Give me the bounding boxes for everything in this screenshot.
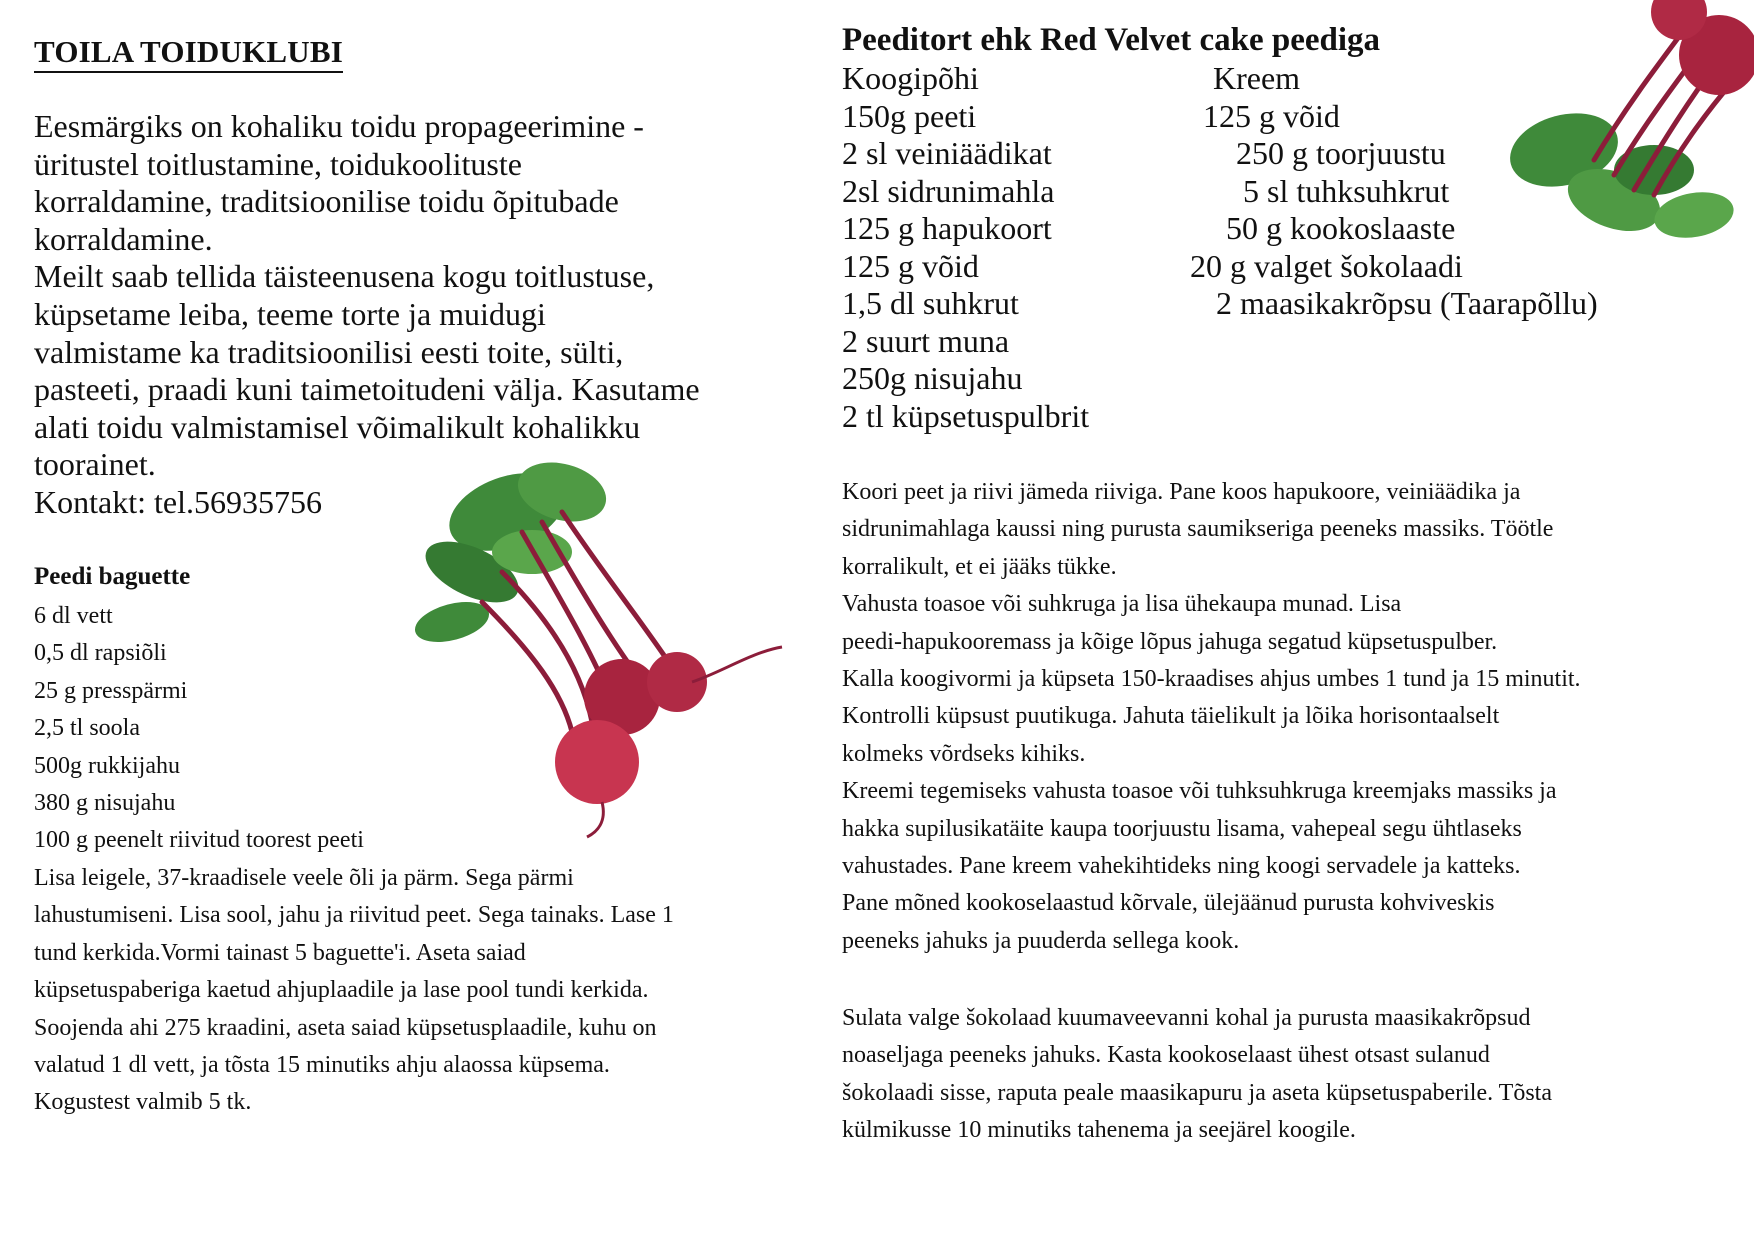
method-line: Kontrolli küpsust puutikuga. Jahuta täielikult ja lõika horisontaalselt bbox=[842, 703, 1500, 730]
beet-taproot bbox=[692, 647, 782, 682]
ingredient-item: 2 maasikakrõpsu (Taarapõllu) bbox=[1216, 285, 1598, 321]
ingredient-item: 125 g hapukoort bbox=[842, 210, 1052, 246]
method-line: Pane mõned kookoselaastud kõrvale, ülejäänud purusta kohviveskis bbox=[842, 890, 1495, 917]
beet-illustration-right bbox=[1504, 0, 1754, 250]
ingredient-item: 125 g võid bbox=[1203, 97, 1340, 134]
intro-line: korraldamine. bbox=[34, 220, 213, 257]
method-line: vahustades. Pane kreem vahekihtideks ning koogi servadele ja katteks. bbox=[842, 852, 1521, 879]
ingredient-item: 125 g võid bbox=[842, 247, 979, 284]
ingredient-item: 250 g toorjuustu bbox=[1236, 135, 1446, 171]
beet-root bbox=[555, 720, 639, 804]
chocolate-method bbox=[842, 1000, 1552, 1150]
beet-illustration-left bbox=[412, 452, 792, 842]
instruction-line: valatud 1 dl vett, ja tõsta 15 minutiks ahju alaossa küpsema. bbox=[34, 1051, 610, 1078]
instruction-line: Kogustest valmib 5 tk. bbox=[34, 1089, 252, 1116]
ingredient-item: 25 g presspärmi bbox=[34, 677, 188, 704]
method-line: hakka supilusikatäite kaupa toorjuustu lisama, vahepeal segu ühtlaseks bbox=[842, 815, 1522, 842]
method-line: korralikult, et ei jääks tükke. bbox=[842, 553, 1117, 580]
method-line: peedi-hapukooremass ja kõige lõpus jahuga segatud küpsetuspulber. bbox=[842, 628, 1498, 655]
beet-taproot bbox=[587, 802, 603, 837]
contact-line: Kontakt: tel.56935756 bbox=[34, 483, 322, 520]
method-line: peeneks jahuks ja puuderda sellega kook. bbox=[842, 927, 1240, 954]
baguette-ingredients bbox=[34, 598, 364, 860]
ingredient-item: 150g peeti bbox=[842, 97, 977, 134]
club-title: TOILA TOIDUKLUBI bbox=[34, 34, 343, 73]
base-heading: Koogipõhi bbox=[842, 60, 979, 96]
ingredient-item: 250g nisujahu bbox=[842, 360, 1023, 396]
intro-line: üritustel toitlustamine, toidukoolituste bbox=[34, 145, 522, 182]
method-line: sidrunimahlaga kaussi ning purusta saumikseriga peeneks massiks. Töötle bbox=[842, 516, 1554, 543]
ingredient-item: 2,5 tl soola bbox=[34, 715, 140, 742]
beet-leaves bbox=[412, 453, 613, 649]
ingredient-item: 2 tl küpsetuspulbrit bbox=[842, 397, 1090, 434]
method-line: Koori peet ja riivi jämeda riiviga. Pane koos hapukoore, veiniäädika ja bbox=[842, 479, 1521, 505]
intro-line: alati toidu valmistamisel võimalikult kohalikku bbox=[34, 408, 641, 445]
ingredient-item: 2sl sidrunimahla bbox=[842, 172, 1055, 209]
ingredient-item: 2 suurt muna bbox=[842, 322, 1010, 359]
method-line: Kalla koogivormi ja küpseta 150-kraadises ahjus umbes 1 tund ja 15 minutit. bbox=[842, 665, 1581, 692]
method-line: külmikusse 10 minutiks tahenema ja seejärel koogile. bbox=[842, 1117, 1356, 1144]
intro-line: pasteeti, praadi kuni taimetoitudeni välja. Kasutame bbox=[34, 371, 700, 408]
instruction-line: Soojenda ahi 275 kraadini, aseta saiad küpsetusplaadile, kuhu on bbox=[34, 1014, 657, 1041]
method-line: kolmeks võrdseks kihiks. bbox=[842, 740, 1086, 767]
baguette-instructions bbox=[34, 860, 674, 1122]
instruction-line: Lisa leigele, 37-kraadisele veele õli ja pärm. Sega pärmi bbox=[34, 865, 574, 891]
cream-heading: Kreem bbox=[1213, 60, 1301, 96]
intro-line: Meilt saab tellida täisteenusena kogu toitlustuse, bbox=[34, 258, 655, 295]
ingredient-item: 380 g nisujahu bbox=[34, 789, 176, 816]
beet-root bbox=[647, 652, 707, 712]
method-line: Kreemi tegemiseks vahusta toasoe või tuhksuhkruga kreemjaks massiks ja bbox=[842, 778, 1557, 805]
cake-method bbox=[842, 474, 1581, 960]
method-line: noaseljaga peeneks jahuks. Kasta kookoselaast ühest otsast sulanud bbox=[842, 1042, 1490, 1069]
intro-line: Eesmärgiks on kohaliku toidu propageerimine - bbox=[34, 108, 644, 144]
instruction-line: küpsetuspaberiga kaetud ahjuplaadile ja lase pool tundi kerkida. bbox=[34, 977, 649, 1004]
instruction-line: tund kerkida.Vormi tainast 5 baguette'i. Aseta saiad bbox=[34, 939, 526, 966]
ingredient-item: 6 dl vett bbox=[34, 603, 113, 629]
ingredient-item: 100 g peenelt riivitud toorest peeti bbox=[34, 827, 364, 854]
cake-title: Peeditort ehk Red Velvet cake peediga bbox=[842, 22, 1381, 58]
baguette-title: Peedi baguette bbox=[34, 563, 191, 590]
ingredient-item: 50 g kookoslaaste bbox=[1226, 210, 1456, 246]
ingredient-item: 2 sl veiniäädikat bbox=[842, 135, 1052, 171]
method-line: Sulata valge šokolaad kuumaveevanni kohal ja purusta maasikakrõpsud bbox=[842, 1005, 1531, 1031]
intro-line: küpsetame leiba, teeme torte ja muidugi bbox=[34, 295, 546, 332]
cake-base-ingredients bbox=[842, 60, 1089, 435]
intro-line: toorainet. bbox=[34, 446, 156, 483]
intro-line: korraldamine, traditsioonilise toidu õpitubade bbox=[34, 183, 619, 220]
ingredient-item: 5 sl tuhksuhkrut bbox=[1243, 172, 1450, 209]
ingredient-item: 1,5 dl suhkrut bbox=[842, 285, 1019, 321]
instruction-line: lahustumiseni. Lisa sool, jahu ja riivitud peet. Sega tainaks. Lase 1 bbox=[34, 902, 674, 929]
intro-line: valmistame ka traditsioonilisi eesti toite, sülti, bbox=[34, 333, 624, 370]
method-line: Vahusta toasoe või suhkruga ja lisa ühekaupa munad. Lisa bbox=[842, 591, 1402, 618]
method-line: šokolaadi sisse, raputa peale maasikapuru ja aseta küpsetuspaberile. Tõsta bbox=[842, 1079, 1552, 1106]
ingredient-item: 500g rukkijahu bbox=[34, 752, 180, 779]
ingredient-item: 0,5 dl rapsiõli bbox=[34, 640, 167, 667]
ingredient-item: 20 g valget šokolaadi bbox=[1190, 247, 1463, 284]
